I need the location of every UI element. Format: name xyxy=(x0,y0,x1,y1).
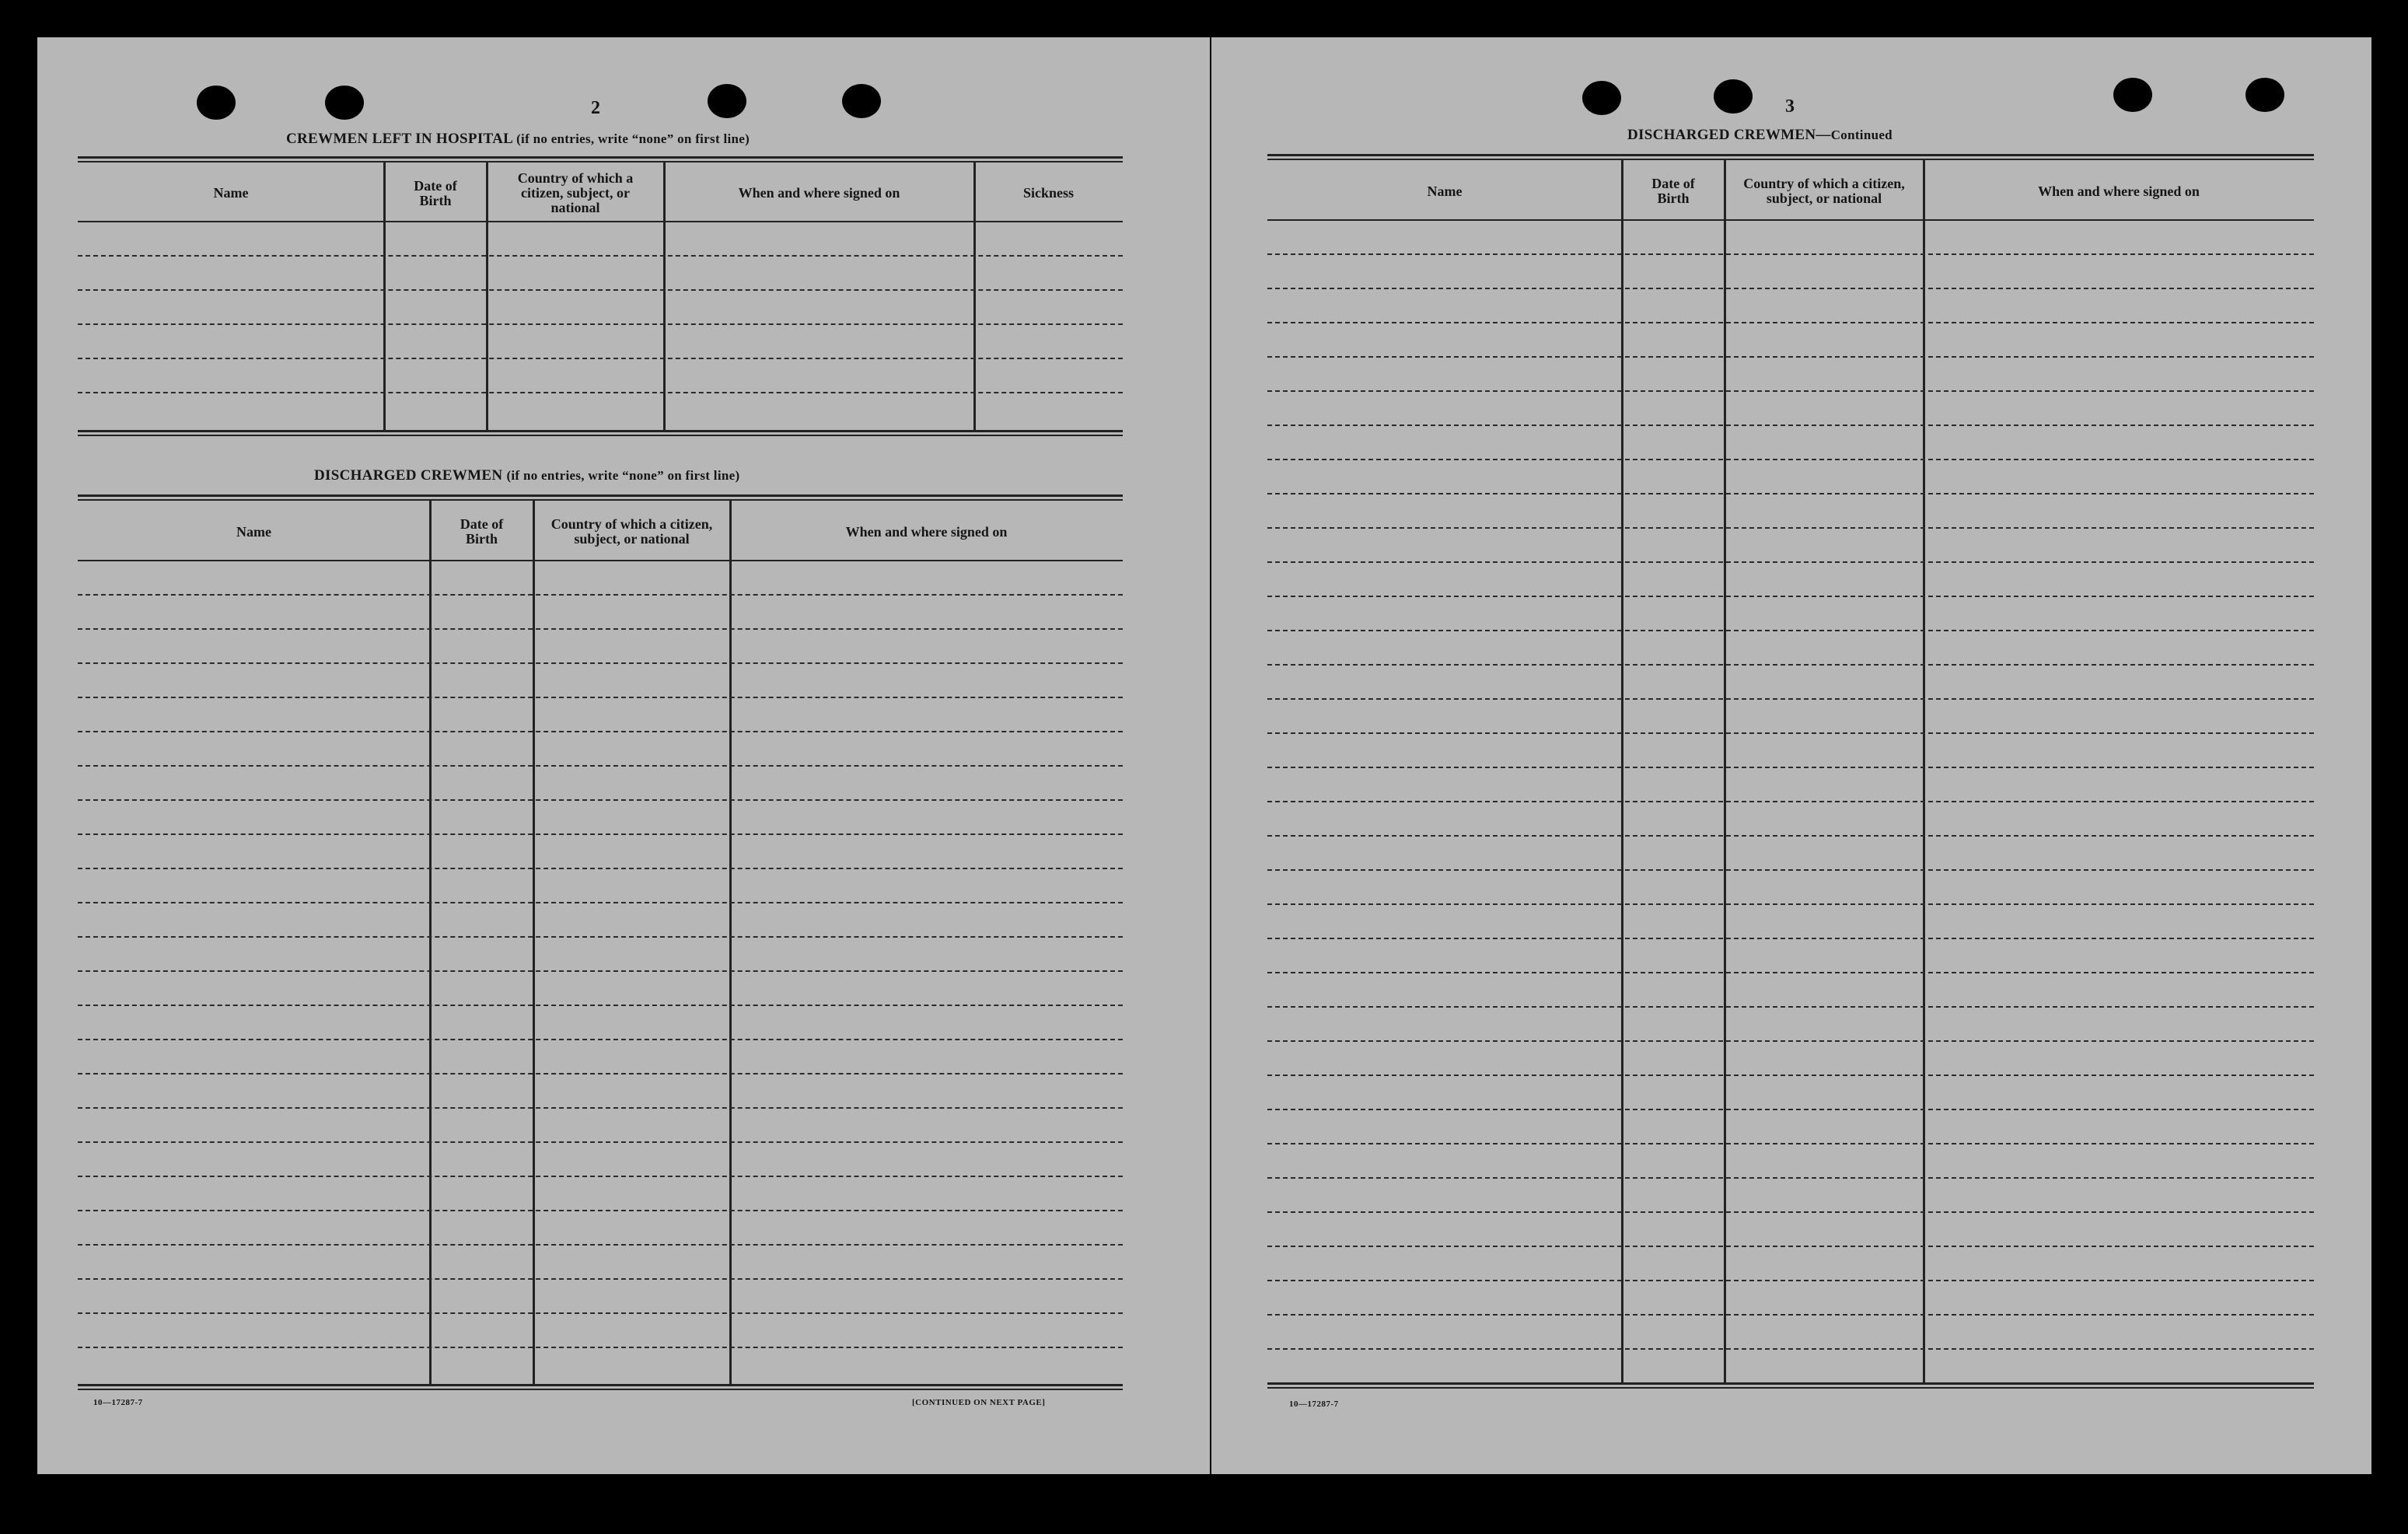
row-line xyxy=(1267,698,2314,700)
row-line xyxy=(78,799,1123,801)
row-line xyxy=(1267,1280,2314,1281)
row-line xyxy=(1267,1177,2314,1179)
row-line xyxy=(1267,1348,2314,1350)
continued-title-text: DISCHARGED CREWMEN— xyxy=(1627,127,1831,143)
row-line xyxy=(1267,972,2314,973)
punch-hole xyxy=(197,86,236,120)
column-divider xyxy=(429,499,432,1384)
row-line xyxy=(1267,1211,2314,1213)
column-header: Country of which a citizen, subject, or national xyxy=(550,516,713,547)
row-line xyxy=(1267,938,2314,939)
row-line xyxy=(1267,767,2314,768)
row-line xyxy=(78,1210,1123,1211)
row-line xyxy=(78,358,1123,359)
row-line xyxy=(78,1176,1123,1177)
row-line xyxy=(1267,493,2314,494)
column-header: Date of Birth xyxy=(1651,176,1695,206)
row-line xyxy=(1267,1246,2314,1247)
punch-hole xyxy=(1714,79,1753,114)
hospital-instruction: (if no entries, write “none” on first line) xyxy=(516,131,750,146)
punch-hole xyxy=(2113,78,2152,112)
column-divider xyxy=(729,499,732,1384)
row-line xyxy=(1267,732,2314,734)
row-line xyxy=(78,697,1123,698)
hospital-section-title xyxy=(286,131,750,148)
row-line xyxy=(78,628,1123,630)
continued-note: [CONTINUED ON NEXT PAGE] xyxy=(912,1398,1046,1407)
column-header: When and where signed on xyxy=(2038,183,2200,199)
column-divider xyxy=(1621,159,1623,1382)
row-line xyxy=(78,255,1123,257)
column-divider xyxy=(1923,159,1925,1382)
row-line xyxy=(78,392,1123,393)
discharged-instruction: (if no entries, write “none” on first line) xyxy=(506,468,740,483)
column-divider xyxy=(1724,159,1726,1382)
column-header: When and where signed on xyxy=(845,523,1008,540)
row-line xyxy=(78,1073,1123,1074)
table-bottom-rule xyxy=(78,435,1123,436)
row-line xyxy=(78,289,1123,291)
row-line xyxy=(78,970,1123,972)
discharged-title-text: DISCHARGED CREWMEN xyxy=(314,467,503,484)
table-bottom-rule xyxy=(1267,1387,2314,1389)
table-top-rule xyxy=(1267,159,2314,160)
row-line xyxy=(78,765,1123,767)
row-line xyxy=(1267,1143,2314,1144)
continued-section-title xyxy=(1627,127,1892,144)
row-line xyxy=(1267,1314,2314,1316)
row-line xyxy=(1267,288,2314,289)
row-line xyxy=(78,1312,1123,1314)
table-top-rule xyxy=(78,499,1123,501)
row-line xyxy=(78,833,1123,835)
row-line xyxy=(1267,630,2314,631)
header-bottom-rule xyxy=(1267,219,2314,221)
table-top-rule xyxy=(78,161,1123,162)
punch-hole xyxy=(325,86,364,120)
row-line xyxy=(78,1347,1123,1348)
row-line xyxy=(1267,1109,2314,1110)
row-line xyxy=(78,1039,1123,1040)
row-line xyxy=(1267,322,2314,323)
punch-hole xyxy=(708,84,746,118)
table-top-rule xyxy=(78,156,1123,159)
column-divider xyxy=(533,499,535,1384)
row-line xyxy=(1267,253,2314,255)
column-header: Sickness xyxy=(1022,185,1075,201)
form-number: 10—17287-7 xyxy=(93,1398,143,1407)
column-header: Name xyxy=(1427,183,1463,199)
column-header: Name xyxy=(213,185,249,201)
row-line xyxy=(78,731,1123,732)
row-line xyxy=(78,1278,1123,1280)
row-line xyxy=(78,323,1123,325)
hospital-title-text: CREWMEN LEFT IN HOSPITAL xyxy=(286,131,513,147)
column-header: Name xyxy=(236,523,271,540)
row-line xyxy=(1267,1074,2314,1076)
table-bottom-rule xyxy=(1267,1382,2314,1385)
row-line xyxy=(1267,561,2314,563)
form-number: 10—17287-7 xyxy=(1289,1399,1339,1409)
page-number: 3 xyxy=(1785,96,1795,117)
row-line xyxy=(78,1005,1123,1006)
row-line xyxy=(78,1244,1123,1246)
column-header: Date of Birth xyxy=(414,177,457,208)
column-header: Country of which a citizen, subject, or national xyxy=(1743,176,1905,206)
header-bottom-rule xyxy=(78,560,1123,561)
row-line xyxy=(1267,664,2314,666)
row-line xyxy=(78,936,1123,938)
table-top-rule xyxy=(1267,154,2314,156)
row-line xyxy=(78,662,1123,664)
row-line xyxy=(78,902,1123,903)
column-header: Country of which a citizen, subject, or national xyxy=(517,170,634,215)
row-line xyxy=(1267,903,2314,905)
page-number: 2 xyxy=(591,98,600,118)
row-line xyxy=(1267,596,2314,597)
right-form-page xyxy=(1211,37,2371,1474)
table-bottom-rule xyxy=(78,1389,1123,1390)
row-line xyxy=(1267,390,2314,392)
row-line xyxy=(1267,527,2314,529)
table-bottom-rule xyxy=(78,1384,1123,1386)
table-bottom-rule xyxy=(78,430,1123,432)
left-form-page xyxy=(37,37,1210,1474)
row-line xyxy=(1267,356,2314,358)
row-line xyxy=(78,1107,1123,1109)
row-line xyxy=(78,1141,1123,1143)
row-line xyxy=(1267,425,2314,426)
column-header: Date of Birth xyxy=(460,516,504,547)
punch-hole xyxy=(2245,78,2284,112)
discharged-section-title xyxy=(314,467,739,484)
continued-suffix: Continued xyxy=(1830,128,1892,142)
row-line xyxy=(1267,459,2314,460)
row-line xyxy=(78,594,1123,596)
row-line xyxy=(1267,1006,2314,1008)
row-line xyxy=(1267,1040,2314,1042)
row-line xyxy=(78,868,1123,869)
punch-hole xyxy=(1582,81,1621,115)
header-bottom-rule xyxy=(78,221,1123,222)
table-top-rule xyxy=(78,494,1123,497)
punch-hole xyxy=(842,84,881,118)
row-line xyxy=(1267,801,2314,802)
row-line xyxy=(1267,869,2314,871)
column-header: When and where signed on xyxy=(738,185,900,201)
row-line xyxy=(1267,835,2314,837)
